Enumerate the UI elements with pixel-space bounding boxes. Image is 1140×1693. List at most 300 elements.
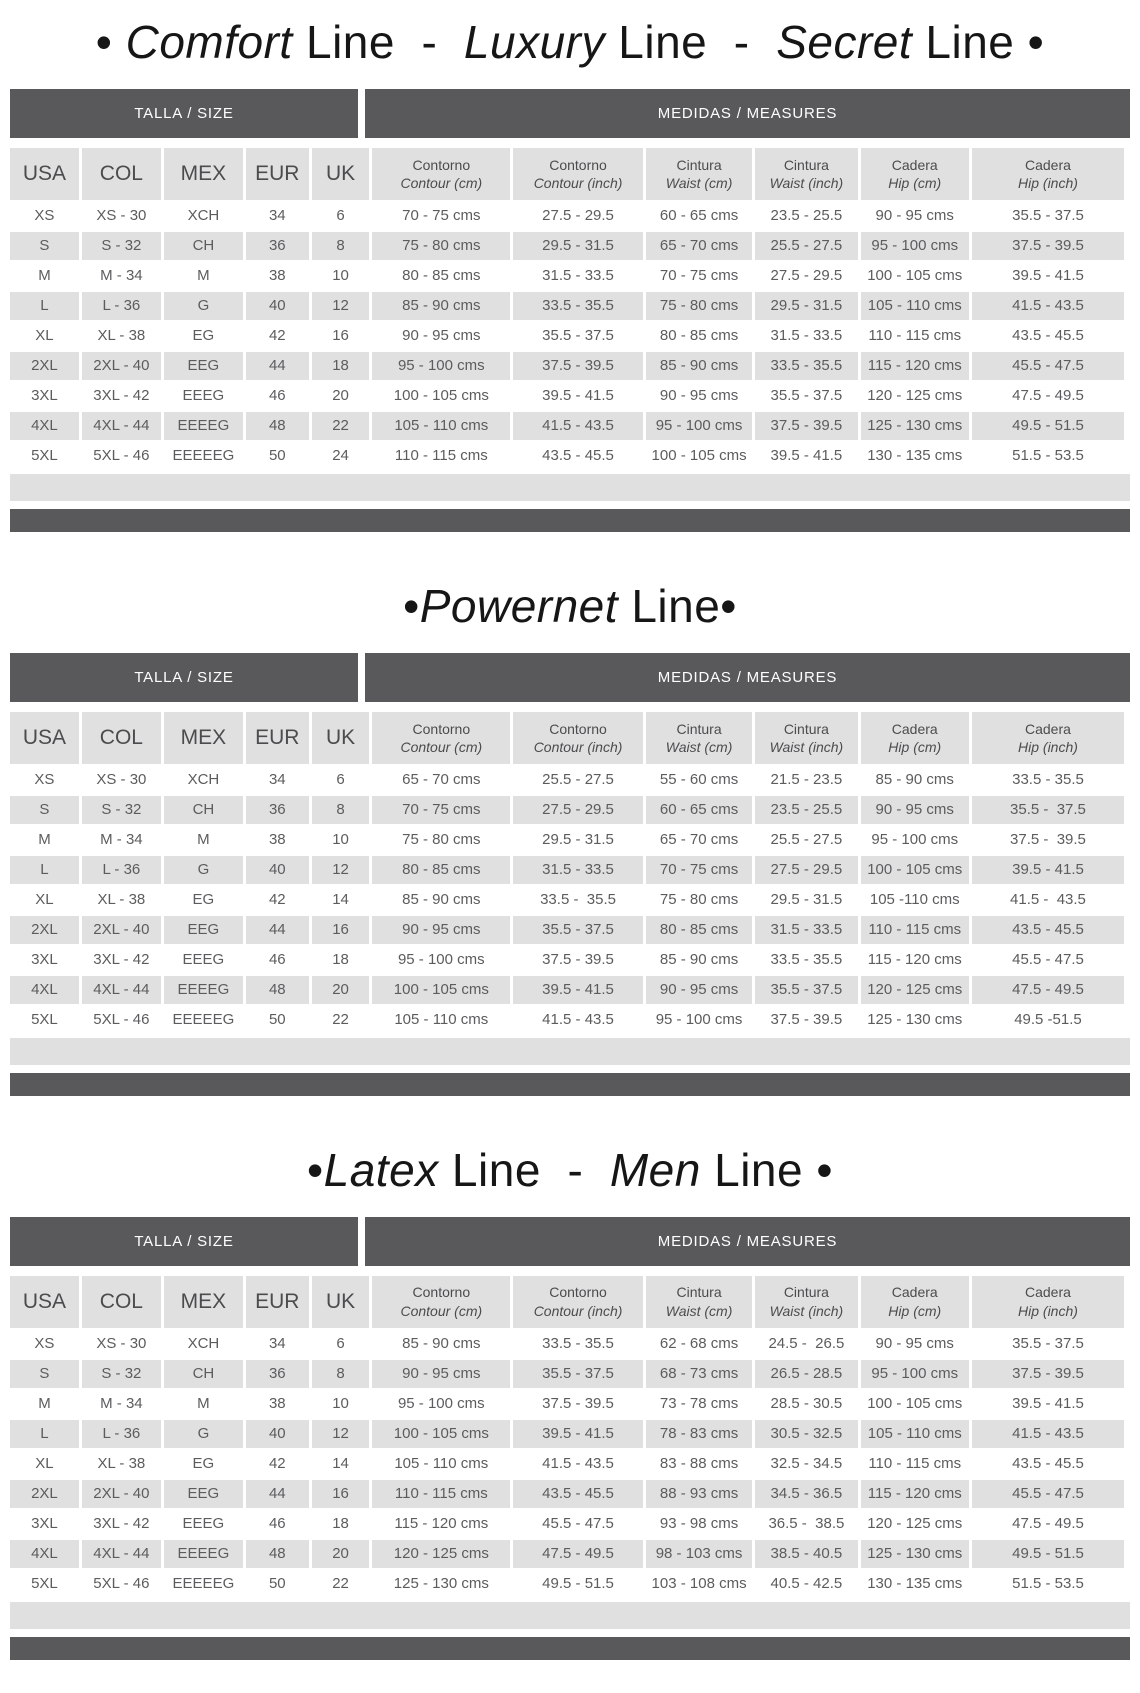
size-cell: 3XL bbox=[10, 382, 79, 410]
size-cell: 31.5 - 33.5 bbox=[755, 322, 857, 350]
header-english-label: Hip (cm) bbox=[888, 738, 942, 755]
section-footer-bar bbox=[10, 1073, 1130, 1096]
title-text: • bbox=[307, 1143, 324, 1196]
size-cell: EEEEEG bbox=[164, 442, 243, 470]
size-cell: 35.5 - 37.5 bbox=[755, 976, 857, 1004]
size-cell: 18 bbox=[312, 1510, 370, 1538]
header-spanish-label: Cintura bbox=[783, 156, 829, 173]
size-cell: 100 - 105 cms bbox=[646, 442, 752, 470]
size-cell: XL bbox=[10, 322, 79, 350]
size-cell: 75 - 80 cms bbox=[646, 886, 752, 914]
size-cell: 95 - 100 cms bbox=[372, 946, 510, 974]
size-cell: 37.5 - 39.5 bbox=[513, 352, 643, 380]
size-cell: 80 - 85 cms bbox=[372, 856, 510, 884]
size-row-4xl bbox=[10, 412, 1124, 440]
size-cell: 40 bbox=[246, 292, 309, 320]
size-cell: S - 32 bbox=[82, 232, 161, 260]
size-cell: M bbox=[10, 262, 79, 290]
size-cell: L - 36 bbox=[82, 856, 161, 884]
column-header-row bbox=[10, 1276, 1124, 1328]
size-cell: 90 - 95 cms bbox=[646, 976, 752, 1004]
size-cell: 16 bbox=[312, 916, 370, 944]
size-cell: 44 bbox=[246, 1480, 309, 1508]
size-cell: 27.5 - 29.5 bbox=[513, 796, 643, 824]
size-cell: 51.5 - 53.5 bbox=[972, 1570, 1124, 1598]
header-english-label: Waist (inch) bbox=[769, 174, 844, 191]
size-cell: 27.5 - 29.5 bbox=[755, 856, 857, 884]
size-cell: 110 - 115 cms bbox=[372, 442, 510, 470]
size-cell: 41.5 - 43.5 bbox=[972, 292, 1124, 320]
header-english-label: Contour (cm) bbox=[400, 174, 483, 191]
section-footer-bar bbox=[10, 509, 1130, 532]
title-brand-word: Luxury bbox=[463, 16, 605, 68]
size-cell: XL bbox=[10, 1450, 79, 1478]
size-cell: 65 - 70 cms bbox=[372, 766, 510, 794]
title-text: - bbox=[707, 16, 777, 68]
size-cell: 33.5 - 35.5 bbox=[513, 292, 643, 320]
size-cell: 100 - 105 cms bbox=[861, 262, 969, 290]
size-cell: 100 - 105 cms bbox=[861, 856, 969, 884]
section-footer-bar bbox=[10, 1637, 1130, 1660]
size-cell: 115 - 120 cms bbox=[861, 1480, 969, 1508]
size-cell: 25.5 - 27.5 bbox=[755, 232, 857, 260]
header-english-label: Hip (inch) bbox=[1018, 1302, 1078, 1319]
header-spanish-label: Cadera bbox=[891, 156, 938, 173]
size-row-m bbox=[10, 1390, 1124, 1418]
size-cell: 100 - 105 cms bbox=[372, 1420, 510, 1448]
size-cell: G bbox=[164, 856, 243, 884]
title-text: Line bbox=[700, 1143, 817, 1196]
size-cell: 27.5 - 29.5 bbox=[755, 262, 857, 290]
size-cell: 33.5 - 35.5 bbox=[755, 352, 857, 380]
header-english-label: Contour (cm) bbox=[400, 738, 483, 755]
title-brand-word: Powernet bbox=[419, 579, 619, 632]
size-cell: 37.5 - 39.5 bbox=[972, 826, 1124, 854]
title-brand-word: Men bbox=[609, 1143, 701, 1196]
size-cell: EEG bbox=[164, 352, 243, 380]
size-cell: 34 bbox=[246, 766, 309, 794]
size-cell: 30.5 - 32.5 bbox=[755, 1420, 857, 1448]
size-row-2xl bbox=[10, 916, 1124, 944]
size-cell: 48 bbox=[246, 412, 309, 440]
header-english-label: Hip (inch) bbox=[1018, 174, 1078, 191]
size-cell: 105 - 110 cms bbox=[372, 1006, 510, 1034]
size-cell: 44 bbox=[246, 916, 309, 944]
size-cell: 42 bbox=[246, 1450, 309, 1478]
title-text: Line bbox=[912, 16, 1015, 68]
size-cell: 47.5 - 49.5 bbox=[513, 1540, 643, 1568]
size-cell: 85 - 90 cms bbox=[861, 766, 969, 794]
size-cell: 39.5 - 41.5 bbox=[513, 976, 643, 1004]
header-spanish-label: Contorno bbox=[412, 156, 471, 173]
size-cell: 125 - 130 cms bbox=[861, 1006, 969, 1034]
size-cell: 39.5 - 41.5 bbox=[513, 382, 643, 410]
size-cell: 103 - 108 cms bbox=[646, 1570, 752, 1598]
size-cell: 80 - 85 cms bbox=[372, 262, 510, 290]
size-cell: 73 - 78 cms bbox=[646, 1390, 752, 1418]
size-cell: 45.5 - 47.5 bbox=[513, 1510, 643, 1538]
size-cell: 28.5 - 30.5 bbox=[755, 1390, 857, 1418]
size-cell: 85 - 90 cms bbox=[646, 946, 752, 974]
column-header-hip-inch bbox=[972, 712, 1124, 764]
size-cell: 38.5 - 40.5 bbox=[755, 1540, 857, 1568]
size-cell: 5XL - 46 bbox=[82, 1006, 161, 1034]
size-cell: XS - 30 bbox=[82, 202, 161, 230]
table-filler-band bbox=[10, 1038, 1130, 1065]
size-row-xl bbox=[10, 322, 1124, 350]
size-row-5xl bbox=[10, 1006, 1124, 1034]
size-cell: 110 - 115 cms bbox=[861, 322, 969, 350]
size-row-4xl bbox=[10, 1540, 1124, 1568]
size-cell: S bbox=[10, 232, 79, 260]
column-header-contour-cm bbox=[372, 148, 510, 200]
size-cell: 43.5 - 45.5 bbox=[513, 442, 643, 470]
header-spanish-label: Cintura bbox=[676, 720, 722, 737]
size-cell: 37.5 - 39.5 bbox=[972, 1360, 1124, 1388]
size-cell: 95 - 100 cms bbox=[372, 352, 510, 380]
size-cell: EEEG bbox=[164, 1510, 243, 1538]
size-cell: 3XL bbox=[10, 1510, 79, 1538]
size-cell: 5XL - 46 bbox=[82, 442, 161, 470]
size-cell: 46 bbox=[246, 946, 309, 974]
size-cell: 68 - 73 cms bbox=[646, 1360, 752, 1388]
size-cell: EEEEEG bbox=[164, 1570, 243, 1598]
size-cell: EEG bbox=[164, 1480, 243, 1508]
column-header-uk: UK bbox=[312, 712, 370, 764]
size-cell: 6 bbox=[312, 202, 370, 230]
size-cell: 2XL bbox=[10, 1480, 79, 1508]
table-header-bands bbox=[10, 89, 1130, 138]
title-text: • bbox=[1014, 16, 1045, 68]
size-cell: 60 - 65 cms bbox=[646, 796, 752, 824]
size-cell: 85 - 90 cms bbox=[372, 292, 510, 320]
size-cell: 22 bbox=[312, 1570, 370, 1598]
title-text: Line bbox=[438, 1143, 541, 1196]
size-cell: M - 34 bbox=[82, 826, 161, 854]
size-cell: XS - 30 bbox=[82, 766, 161, 794]
size-row-s bbox=[10, 1360, 1124, 1388]
header-spanish-label: Cintura bbox=[676, 156, 722, 173]
column-header-uk: UK bbox=[312, 1276, 370, 1328]
column-header-hip-inch bbox=[972, 148, 1124, 200]
size-cell: 85 - 90 cms bbox=[646, 352, 752, 380]
talla-size-band: TALLA / SIZE bbox=[10, 1217, 358, 1266]
size-cell: 6 bbox=[312, 1330, 370, 1358]
column-header-waist-cm bbox=[646, 1276, 752, 1328]
size-cell: 105 -110 cms bbox=[861, 886, 969, 914]
size-cell: 47.5 - 49.5 bbox=[972, 382, 1124, 410]
size-table-comfort-luxury-secret bbox=[7, 146, 1127, 472]
header-english-label: Hip (inch) bbox=[1018, 738, 1078, 755]
size-cell: 23.5 - 25.5 bbox=[755, 796, 857, 824]
size-cell: 120 - 125 cms bbox=[861, 1510, 969, 1538]
size-cell: EG bbox=[164, 886, 243, 914]
size-cell: 4XL - 44 bbox=[82, 1540, 161, 1568]
size-cell: 5XL bbox=[10, 442, 79, 470]
size-cell: 39.5 - 41.5 bbox=[972, 262, 1124, 290]
size-cell: 8 bbox=[312, 796, 370, 824]
size-cell: 47.5 - 49.5 bbox=[972, 1510, 1124, 1538]
column-header-uk: UK bbox=[312, 148, 370, 200]
size-cell: S bbox=[10, 796, 79, 824]
size-cell: 80 - 85 cms bbox=[646, 916, 752, 944]
size-cell: 38 bbox=[246, 1390, 309, 1418]
section-title-powernet bbox=[10, 580, 1130, 633]
size-cell: 37.5 - 39.5 bbox=[755, 1006, 857, 1034]
size-row-xl bbox=[10, 886, 1124, 914]
talla-size-band: TALLA / SIZE bbox=[10, 653, 358, 702]
size-cell: 95 - 100 cms bbox=[861, 826, 969, 854]
size-cell: 45.5 - 47.5 bbox=[972, 946, 1124, 974]
size-cell: XCH bbox=[164, 1330, 243, 1358]
size-cell: 85 - 90 cms bbox=[372, 1330, 510, 1358]
size-row-2xl bbox=[10, 1480, 1124, 1508]
header-spanish-label: Contorno bbox=[549, 156, 607, 173]
size-cell: EEEG bbox=[164, 382, 243, 410]
size-cell: 39.5 - 41.5 bbox=[755, 442, 857, 470]
size-cell: 48 bbox=[246, 1540, 309, 1568]
size-cell: 2XL bbox=[10, 916, 79, 944]
size-cell: 14 bbox=[312, 1450, 370, 1478]
size-cell: 115 - 120 cms bbox=[861, 352, 969, 380]
header-spanish-label: Cadera bbox=[1025, 1284, 1071, 1301]
column-header-col: COL bbox=[82, 712, 161, 764]
title-text: • bbox=[95, 16, 126, 68]
size-cell: 120 - 125 cms bbox=[861, 976, 969, 1004]
size-cell: 50 bbox=[246, 1006, 309, 1034]
size-cell: 14 bbox=[312, 886, 370, 914]
header-english-label: Waist (cm) bbox=[665, 174, 733, 191]
column-header-eur: EUR bbox=[246, 148, 309, 200]
column-header-waist-inch bbox=[755, 712, 857, 764]
size-cell: 3XL - 42 bbox=[82, 1510, 161, 1538]
size-cell: 80 - 85 cms bbox=[646, 322, 752, 350]
size-cell: S - 32 bbox=[82, 796, 161, 824]
talla-size-band: TALLA / SIZE bbox=[10, 89, 358, 138]
table-filler-band bbox=[10, 1602, 1130, 1629]
size-cell: M - 34 bbox=[82, 262, 161, 290]
section-powernet bbox=[10, 580, 1130, 1096]
size-cell: XL bbox=[10, 886, 79, 914]
title-brand-word: Comfort bbox=[125, 16, 293, 68]
size-cell: 37.5 - 39.5 bbox=[972, 232, 1124, 260]
size-cell: 120 - 125 cms bbox=[372, 1540, 510, 1568]
size-cell: 125 - 130 cms bbox=[372, 1570, 510, 1598]
size-cell: 2XL - 40 bbox=[82, 352, 161, 380]
size-cell: 88 - 93 cms bbox=[646, 1480, 752, 1508]
size-row-l bbox=[10, 856, 1124, 884]
size-cell: 39.5 - 41.5 bbox=[513, 1420, 643, 1448]
size-cell: 10 bbox=[312, 1390, 370, 1418]
title-text: Line bbox=[292, 16, 395, 68]
size-cell: 70 - 75 cms bbox=[646, 856, 752, 884]
size-cell: 16 bbox=[312, 322, 370, 350]
size-cell: 23.5 - 25.5 bbox=[755, 202, 857, 230]
size-cell: 83 - 88 cms bbox=[646, 1450, 752, 1478]
size-cell: 36 bbox=[246, 796, 309, 824]
size-cell: 55 - 60 cms bbox=[646, 766, 752, 794]
size-cell: M bbox=[10, 1390, 79, 1418]
title-brand-word: Latex bbox=[323, 1143, 439, 1196]
size-cell: 20 bbox=[312, 976, 370, 1004]
size-cell: 12 bbox=[312, 1420, 370, 1448]
size-cell: 105 - 110 cms bbox=[372, 412, 510, 440]
section-latex-men bbox=[10, 1144, 1130, 1660]
size-cell: 18 bbox=[312, 946, 370, 974]
size-cell: 49.5 - 51.5 bbox=[972, 1540, 1124, 1568]
size-cell: 105 - 110 cms bbox=[861, 292, 969, 320]
size-cell: G bbox=[164, 292, 243, 320]
size-cell: 33.5 - 35.5 bbox=[513, 886, 643, 914]
size-cell: 105 - 110 cms bbox=[861, 1420, 969, 1448]
size-cell: 16 bbox=[312, 1480, 370, 1508]
size-cell: 35.5 - 37.5 bbox=[755, 382, 857, 410]
table-header-bands bbox=[10, 653, 1130, 702]
size-cell: 125 - 130 cms bbox=[861, 1540, 969, 1568]
size-cell: 70 - 75 cms bbox=[372, 202, 510, 230]
size-cell: XCH bbox=[164, 766, 243, 794]
medidas-measures-band: MEDIDAS / MEASURES bbox=[365, 653, 1130, 702]
size-cell: 43.5 - 45.5 bbox=[972, 916, 1124, 944]
size-cell: 4XL bbox=[10, 1540, 79, 1568]
size-cell: 41.5 - 43.5 bbox=[972, 1420, 1124, 1448]
column-header-hip-inch bbox=[972, 1276, 1124, 1328]
size-cell: 38 bbox=[246, 262, 309, 290]
header-spanish-label: Contorno bbox=[412, 1284, 471, 1301]
size-cell: 41.5 - 43.5 bbox=[513, 412, 643, 440]
size-cell: XS bbox=[10, 1330, 79, 1358]
size-cell: 3XL - 42 bbox=[82, 382, 161, 410]
size-cell: 49.5 -51.5 bbox=[972, 1006, 1124, 1034]
section-title-comfort-luxury-secret bbox=[10, 16, 1130, 69]
size-cell: XL - 38 bbox=[82, 886, 161, 914]
medidas-measures-band: MEDIDAS / MEASURES bbox=[365, 1217, 1130, 1266]
size-cell: L bbox=[10, 1420, 79, 1448]
size-row-m bbox=[10, 826, 1124, 854]
size-cell: 100 - 105 cms bbox=[372, 976, 510, 1004]
size-cell: 42 bbox=[246, 886, 309, 914]
size-cell: 35.5 - 37.5 bbox=[972, 202, 1124, 230]
size-cell: L bbox=[10, 292, 79, 320]
size-cell: 4XL bbox=[10, 976, 79, 1004]
size-cell: 35.5 - 37.5 bbox=[513, 916, 643, 944]
size-cell: 24.5 - 26.5 bbox=[755, 1330, 857, 1358]
size-cell: 40 bbox=[246, 856, 309, 884]
size-cell: 34 bbox=[246, 1330, 309, 1358]
size-cell: 60 - 65 cms bbox=[646, 202, 752, 230]
size-cell: 110 - 115 cms bbox=[861, 1450, 969, 1478]
size-cell: 31.5 - 33.5 bbox=[513, 262, 643, 290]
size-cell: 62 - 68 cms bbox=[646, 1330, 752, 1358]
size-cell: EEEEG bbox=[164, 976, 243, 1004]
size-cell: 100 - 105 cms bbox=[372, 382, 510, 410]
size-cell: XS bbox=[10, 766, 79, 794]
size-cell: EEEEG bbox=[164, 412, 243, 440]
size-cell: 90 - 95 cms bbox=[372, 1360, 510, 1388]
size-cell: 43.5 - 45.5 bbox=[972, 322, 1124, 350]
size-cell: 45.5 - 47.5 bbox=[972, 352, 1124, 380]
size-cell: 90 - 95 cms bbox=[372, 322, 510, 350]
size-cell: CH bbox=[164, 796, 243, 824]
size-cell: M bbox=[164, 1390, 243, 1418]
size-cell: 20 bbox=[312, 382, 370, 410]
header-english-label: Hip (cm) bbox=[888, 174, 942, 191]
size-row-l bbox=[10, 1420, 1124, 1448]
size-cell: 42 bbox=[246, 322, 309, 350]
size-cell: 78 - 83 cms bbox=[646, 1420, 752, 1448]
header-spanish-label: Cadera bbox=[891, 720, 938, 737]
column-header-usa: USA bbox=[10, 712, 79, 764]
size-cell: 35.5 - 37.5 bbox=[513, 322, 643, 350]
title-text: - bbox=[394, 16, 464, 68]
size-cell: 21.5 - 23.5 bbox=[755, 766, 857, 794]
column-header-row bbox=[10, 712, 1124, 764]
size-cell: 40 bbox=[246, 1420, 309, 1448]
size-cell: XS bbox=[10, 202, 79, 230]
title-text: • bbox=[403, 579, 420, 632]
size-cell: 43.5 - 45.5 bbox=[972, 1450, 1124, 1478]
size-cell: 40.5 - 42.5 bbox=[755, 1570, 857, 1598]
size-cell: 25.5 - 27.5 bbox=[755, 826, 857, 854]
size-cell: 33.5 - 35.5 bbox=[755, 946, 857, 974]
size-cell: EEEEEG bbox=[164, 1006, 243, 1034]
column-header-waist-cm bbox=[646, 148, 752, 200]
column-header-contour-inch bbox=[513, 148, 643, 200]
size-cell: 95 - 100 cms bbox=[646, 1006, 752, 1034]
size-cell: 2XL bbox=[10, 352, 79, 380]
size-cell: 130 - 135 cms bbox=[861, 442, 969, 470]
column-header-contour-inch bbox=[513, 1276, 643, 1328]
size-cell: 4XL bbox=[10, 412, 79, 440]
size-cell: L bbox=[10, 856, 79, 884]
size-cell: 41.5 - 43.5 bbox=[513, 1006, 643, 1034]
column-header-hip-cm bbox=[861, 1276, 969, 1328]
column-header-mex: MEX bbox=[164, 712, 243, 764]
column-header-contour-cm bbox=[372, 1276, 510, 1328]
title-text: Line bbox=[604, 16, 708, 68]
size-cell: 4XL - 44 bbox=[82, 976, 161, 1004]
title-text: • bbox=[720, 579, 737, 632]
size-cell: 33.5 - 35.5 bbox=[972, 766, 1124, 794]
size-cell: 95 - 100 cms bbox=[372, 1390, 510, 1418]
size-cell: 49.5 - 51.5 bbox=[513, 1570, 643, 1598]
size-cell: 37.5 - 39.5 bbox=[513, 1390, 643, 1418]
size-row-xs bbox=[10, 1330, 1124, 1358]
header-spanish-label: Cadera bbox=[1025, 720, 1071, 737]
column-header-hip-cm bbox=[861, 712, 969, 764]
size-cell: 35.5 - 37.5 bbox=[513, 1360, 643, 1388]
column-header-col: COL bbox=[82, 148, 161, 200]
size-cell: S - 32 bbox=[82, 1360, 161, 1388]
header-english-label: Contour (inch) bbox=[533, 174, 623, 191]
size-cell: 95 - 100 cms bbox=[861, 232, 969, 260]
size-cell: 12 bbox=[312, 856, 370, 884]
header-english-label: Waist (cm) bbox=[665, 1302, 733, 1319]
size-cell: 36.5 - 38.5 bbox=[755, 1510, 857, 1538]
size-cell: 18 bbox=[312, 352, 370, 380]
header-english-label: Waist (cm) bbox=[665, 738, 733, 755]
header-spanish-label: Cintura bbox=[676, 1284, 722, 1301]
size-cell: XCH bbox=[164, 202, 243, 230]
size-cell: 10 bbox=[312, 826, 370, 854]
size-row-2xl bbox=[10, 352, 1124, 380]
size-cell: 12 bbox=[312, 292, 370, 320]
header-spanish-label: Contorno bbox=[549, 720, 607, 737]
size-cell: 48 bbox=[246, 976, 309, 1004]
column-header-eur: EUR bbox=[246, 1276, 309, 1328]
size-cell: 34 bbox=[246, 202, 309, 230]
size-row-3xl bbox=[10, 382, 1124, 410]
